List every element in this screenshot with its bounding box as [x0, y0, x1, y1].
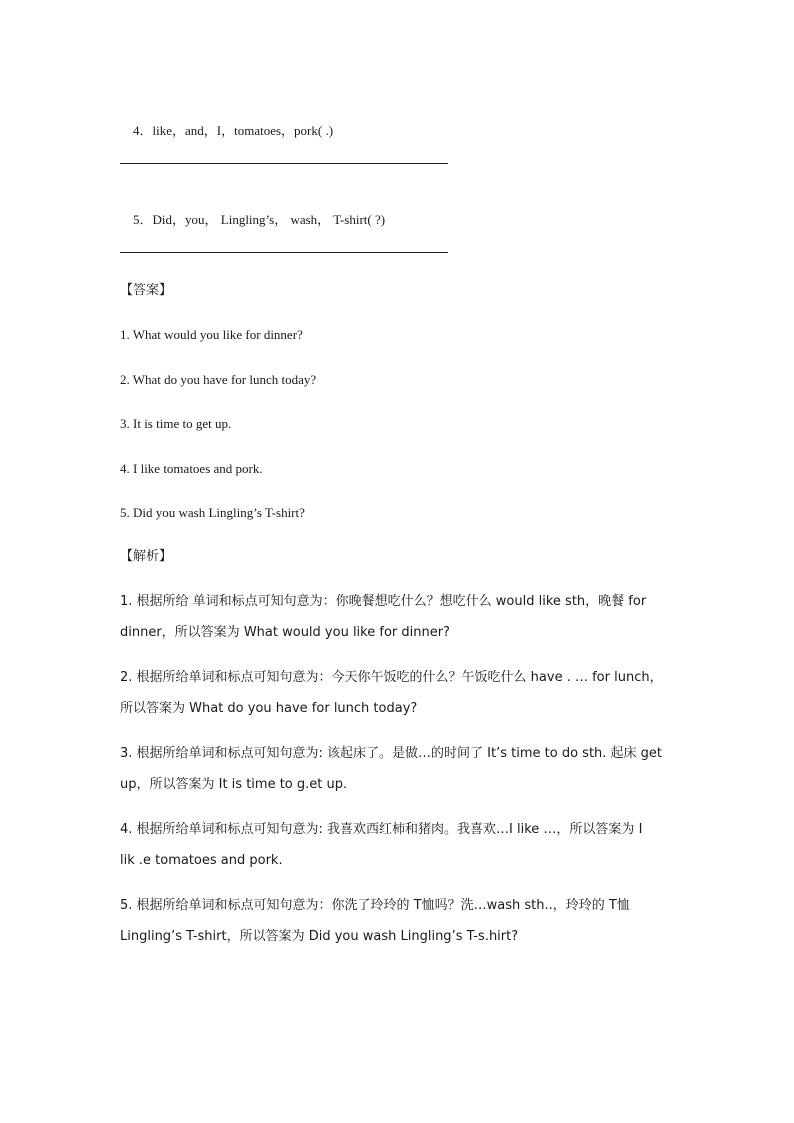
question-number: 4． — [133, 123, 153, 138]
analysis-item-4-line-1: 4. 根据所给单词和标点可知句意为: 我喜欢西红柿和猪肉。我喜欢…I like …，所以答案为 I — [120, 822, 643, 837]
analysis-item-3-line-2: up，所以答案为 It is time to g.et up. — [120, 777, 348, 792]
analysis-item-4-line-2: lik .e tomatoes and pork. — [120, 853, 283, 868]
analysis-item-3-line-1: 3. 根据所给单词和标点可知句意为: 该起床了。是做…的时间了 It’s time to do sth. 起床 get — [120, 746, 663, 761]
question-5 — [120, 193, 385, 247]
analysis-item-1-line-2: dinner，所以答案为 What would you like for dinner? — [120, 625, 450, 640]
question-text: Did，you， Lingling’s， wash， T-shirt( ?) — [152, 212, 386, 227]
analysis-item-5-line-1: 5. 根据所给单词和标点可知句意为：你洗了玲玲的 T恤吗？洗…wash sth..，玲玲的 T恤 — [120, 898, 630, 913]
answer-item: 2. What do you have for lunch today? — [120, 372, 317, 387]
answers-heading: 【答案】 — [120, 283, 173, 298]
answer-item: 5. Did you wash Lingling’s T-shirt? — [120, 505, 305, 520]
answer-blank-line — [120, 163, 448, 164]
answer-item: 4. I like tomatoes and pork. — [120, 461, 263, 476]
answer-item: 3. It is time to get up. — [120, 416, 232, 431]
question-text: like，and，I，tomatoes，pork( .) — [152, 123, 334, 138]
analysis-item-2-line-1: 2. 根据所给单词和标点可知句意为：今天你午饭吃的什么？午饭吃什么 have . … for lunch， — [120, 670, 663, 685]
analysis-heading: 【解析】 — [120, 549, 173, 564]
question-number: 5． — [133, 212, 153, 227]
answer-item: 1. What would you like for dinner? — [120, 327, 303, 342]
question-4 — [120, 104, 333, 158]
analysis-item-1-line-1: 1. 根据所给 单词和标点可知句意为：你晚餐想吃什么？想吃什么 would like sth，晚餐 for — [120, 594, 647, 609]
answer-blank-line — [120, 252, 448, 253]
analysis-item-5-line-2: Lingling’s T-shirt，所以答案为 Did you wash Lingling’s T-s.hirt? — [120, 929, 519, 944]
analysis-item-2-line-2: 所以答案为 What do you have for lunch today? — [120, 701, 418, 716]
